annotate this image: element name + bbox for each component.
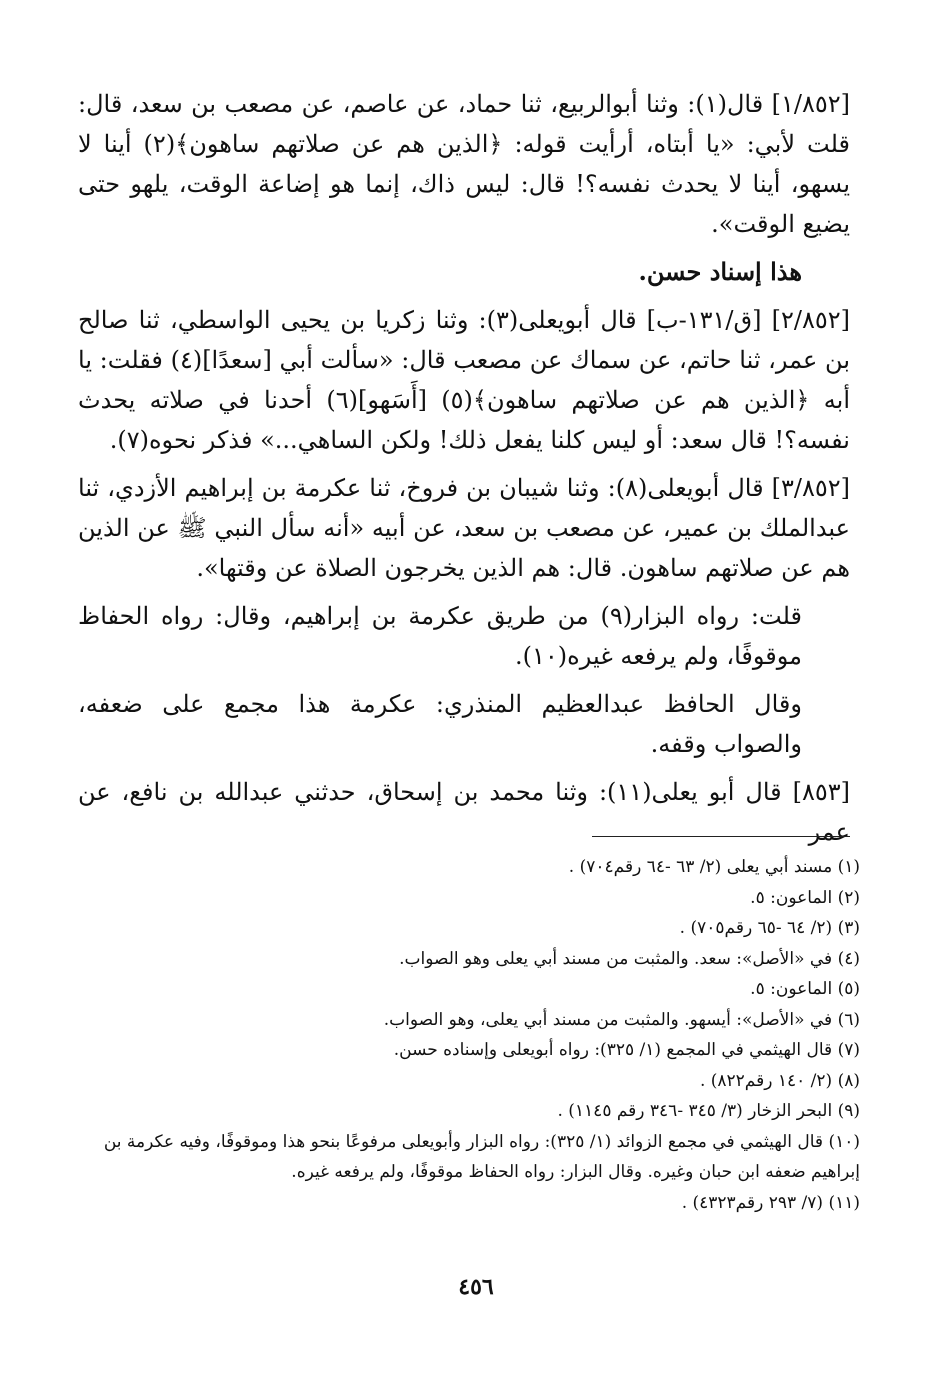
footnote-6: (٦) في «الأصل»: أيسهو. والمثبت من مسند أبي يعلى، وهو الصواب.	[383, 1009, 860, 1030]
footnote-11: (١١) (٧/ ٢٩٣ رقم٤٣٢٣) .	[681, 1192, 860, 1213]
grading-note: هذا إسناد حسن.	[638, 257, 802, 286]
footnote-2: (٢) الماعون: ٥.	[750, 887, 860, 908]
paragraph-852-1: [١/٨٥٢] قال(١): وثنا أبوالربيع، ثنا حماد، عن عاصم، عن مصعب بن سعد، قال: قلت لأبي: «يا أبتاه، أرأيت قوله: ﴿الذين هم عن صلاتهم ساهون﴾(٢) أينا لا يسهو، أينا لا يحدث نفسه؟! قال: ليس ذاك، إنما هو إضاعة الوقت، يلهو حتى يضيع الوقت».	[78, 90, 851, 238]
footnote-9: (٩) البحر الزخار (٣/ ٣٤٥ -٣٤٦ رقم ١١٤٥) .	[557, 1101, 860, 1121]
footnote-8: (٨) (٢/ ١٤٠ رقم٨٢٢) .	[699, 1070, 860, 1091]
commentary-bazzar: قلت: رواه البزار(٩) من طريق عكرمة بن إبراهيم، وقال: رواه الحفاظ موقوفًا، ولم يرفعه غيره(١٠).	[78, 602, 802, 670]
footnote-4: (٤) في «الأصل»: سعد. والمثبت من مسند أبي يعلى وهو الصواب.	[399, 948, 860, 969]
footnote-5: (٥) الماعون: ٥.	[750, 979, 860, 999]
footnote-10: (١٠) قال الهيثمي في مجمع الزوائد (١/ ٣٢٥): رواه البزار وأبويعلى مرفوعًا بنحو هذا وموقوفًا، وفيه عكرمة بن إبراهيم ضعفه ابن حبان وغيره. وقال البزار: رواه الحفاظ موقوفًا، ولم يرفعه غيره.	[103, 1131, 860, 1182]
main-text	[78, 84, 850, 860]
footnote-3: (٣) (٢/ ٦٤ -٦٥ رقم٧٠٥) .	[679, 918, 860, 938]
paragraph-852-2: [٢/٨٥٢] [ق/١٣١-ب] قال أبويعلى(٣): وثنا زكريا بن يحيى الواسطي، ثنا صالح بن عمر، ثنا حاتم، عن سماك عن مصعب قال: «سألت أبي [سعدًا](٤) فقلت: يا أبه ﴿الذين هم عن صلاتهم ساهون﴾(٥) [أَسَهو](٦) أحدنا في صلاته يحدث نفسه؟! قال سعد: أو ليس كلنا يفعل ذلك! ولكن الساهي...» فذكر نحوه(٧).	[78, 306, 850, 454]
footnote-divider	[592, 836, 850, 837]
footnote-7: (٧) قال الهيثمي في المجمع (١/ ٣٢٥): رواه أبويعلى وإسناده حسن.	[393, 1040, 860, 1060]
footnotes-list	[78, 852, 860, 1218]
paragraph-853: [٨٥٣] قال أبو يعلى(١١): وثنا محمد بن إسحاق، حدثني عبدالله بن نافع، عن عمر	[78, 778, 850, 846]
page-number: ٤٥٦	[458, 1274, 494, 1300]
commentary-mundhiri: وقال الحافظ عبدالعظيم المنذري: عكرمة هذا مجمع على ضعفه، والصواب وقفه.	[78, 690, 802, 758]
paragraph-852-3: [٣/٨٥٢] قال أبويعلى(٨): وثنا شيبان بن فروخ، ثنا عكرمة بن إبراهيم الأزدي، ثنا عبدالملك بن عمير، عن مصعب بن سعد، عن أبيه «أنه سأل النبي ﷺ عن الذين هم عن صلاتهم ساهون. قال: هم الذين يخرجون الصلاة عن وقتها».	[78, 474, 850, 582]
footnote-1: (١) مسند أبي يعلى (٢/ ٦٣ -٦٤ رقم٧٠٤) .	[568, 857, 860, 877]
